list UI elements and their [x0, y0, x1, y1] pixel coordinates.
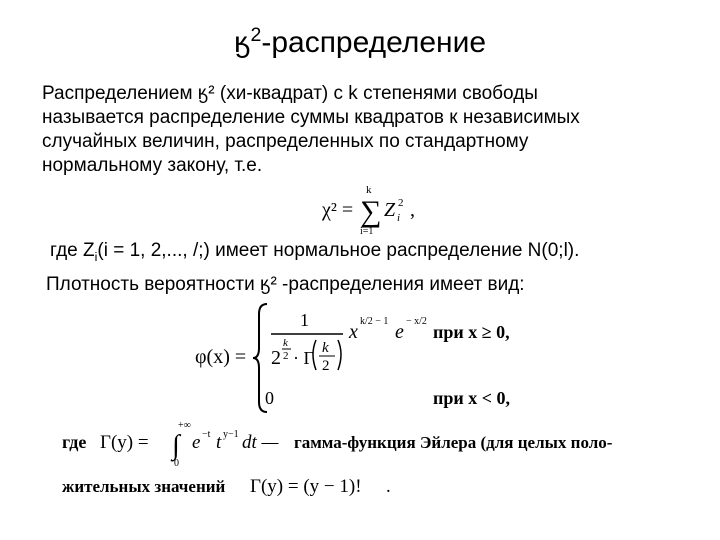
frac-numerator: 1: [300, 310, 309, 330]
integrand-exp: −t: [202, 429, 211, 440]
phi-lhs: φ(x) =: [195, 346, 247, 368]
definition-paragraph: [42, 82, 692, 178]
gamma-desc-1: гамма-функция Эйлера (для целых поло-: [294, 433, 613, 452]
integrand-t-exp: y−1: [223, 429, 239, 440]
x-term: x: [349, 321, 358, 343]
gamma-y-lhs: Γ(y) =: [100, 432, 149, 453]
case-zero: 0: [265, 388, 274, 408]
density-formula: [195, 300, 535, 415]
denom-exp-k: k: [283, 337, 288, 349]
x-exponent: k/2 − 1: [360, 316, 389, 327]
definition-line-4: нормальному закону, т.е.: [42, 155, 263, 176]
gamma-desc-2-start: жительных значений: [62, 477, 226, 496]
gamma-definition-line-1: [62, 418, 662, 470]
integrand-t: t: [216, 432, 222, 453]
sum-upper-limit: k: [366, 184, 372, 196]
paren-right-icon: [338, 340, 341, 370]
e-exponent: − x/2: [406, 316, 427, 327]
sum-lower-limit: i=1: [360, 226, 374, 236]
title-superscript: 2: [250, 24, 262, 46]
gamma-frac-k: k: [322, 340, 329, 356]
definition-line-3: случайных величин, распределенных по стандартному: [42, 131, 529, 152]
where-line: [50, 239, 700, 269]
denom-dot-gamma: · Γ: [293, 348, 314, 368]
definition-line-1: Распределением ӄ² (хи-квадрат) с k степенями свободы: [42, 83, 538, 104]
gamma-definition-line-2: [62, 468, 662, 508]
density-intro: Плотность вероятности ӄ² -распределения имеет вид:: [46, 274, 525, 295]
where-end: (i = 1, 2,..., /;) имеет нормальное распределение N(0;l).: [97, 240, 580, 261]
denom-two: 2: [271, 347, 281, 369]
integral-icon: ∫: [172, 430, 180, 461]
sum-comma: ,: [410, 199, 415, 221]
denom-exp-2: 2: [283, 350, 289, 362]
case-1: при x ≥ 0,: [433, 322, 510, 342]
title-chi-symbol: ӄ: [233, 26, 251, 59]
e-term: e: [395, 321, 404, 343]
case-2: при x < 0,: [433, 388, 511, 408]
sum-lhs: χ² =: [322, 199, 354, 221]
where-sub: i: [94, 249, 98, 264]
sum-term-sup: 2: [398, 197, 404, 209]
gamma-desc-2-end: .: [386, 476, 391, 497]
sum-term-sub: i: [397, 212, 401, 224]
title-text: -распределение: [261, 26, 487, 59]
sum-term: Z: [384, 199, 396, 221]
chi-square-sum-formula: [322, 180, 432, 236]
gamma-gde: где: [62, 432, 87, 452]
sum-sigma-icon: ∑: [360, 195, 382, 228]
definition-line-2: называется распределение суммы квадратов к независимых: [42, 107, 580, 128]
integral-lower: 0: [174, 458, 179, 469]
integrand-dt: dt —: [242, 432, 279, 453]
slide-title: [0, 24, 720, 60]
gamma-frac-2: 2: [322, 358, 330, 374]
gamma-factorial-formula: Γ(y) = (y − 1)!: [250, 476, 362, 497]
integral-upper: +∞: [178, 420, 191, 431]
integrand-e: e: [192, 432, 201, 453]
where-start: где Z: [50, 240, 95, 261]
